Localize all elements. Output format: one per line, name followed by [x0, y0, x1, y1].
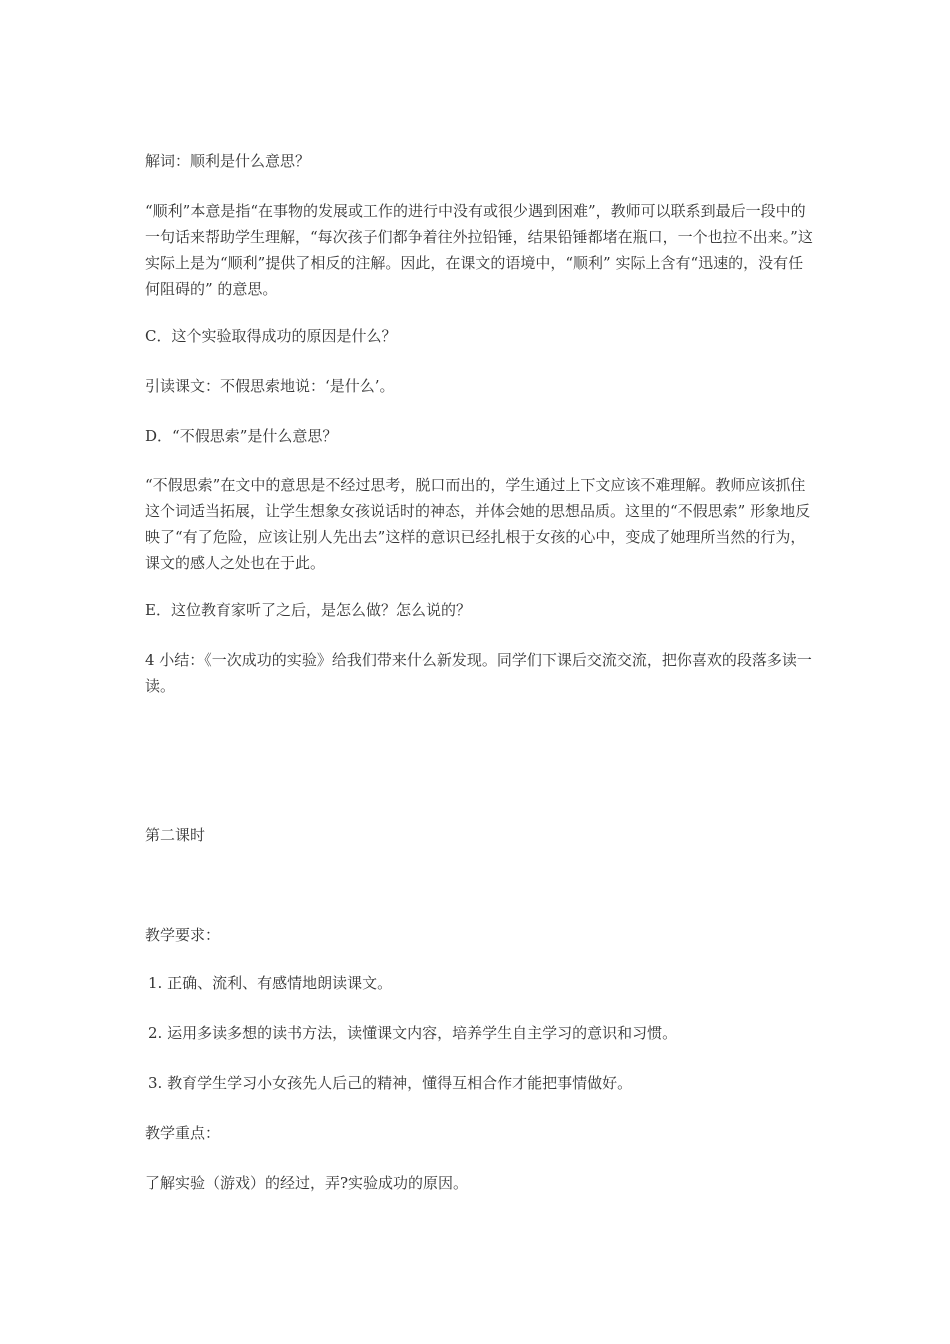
paragraph-vocab-question: 解词：顺利是什么意思？: [145, 152, 311, 170]
heading-teaching-requirements: 教学要求：: [145, 926, 221, 944]
paragraph-vocab-explanation: “顺利”本意是指“在事物的发展或工作的进行中没有或很少遇到困难”，教师可以联系到最后一段中的一句话来帮助学生理解，“每次孩子们都争着往外拉铅锤，结果铅锤都堵在瓶口，一个也拉不出来。”这实际上是为“顺利”提供了相反的注解。因此，在课文的语境中，“顺利” 实际上含有“迅速的，没有任何阻碍的” 的意思。: [145, 202, 813, 298]
paragraph-question-e: E．这位教育家听了之后，是怎么做？怎么说的？: [145, 601, 471, 619]
paragraph-question-c: C．这个实验取得成功的原因是什么？: [145, 327, 397, 345]
heading-teaching-focus: 教学重点：: [145, 1124, 221, 1142]
paragraph-question-d: D．“不假思索”是什么意思？: [145, 427, 338, 445]
section-heading-second-lesson: 第二课时: [145, 826, 206, 844]
paragraph-guided-reading: 引读课文：不假思索地说：‘是什么’。: [145, 377, 395, 395]
requirement-item-2: 2. 运用多读多想的读书方法，读懂课文内容，培养学生自主学习的意识和习惯。: [148, 1024, 678, 1042]
paragraph-term-explanation: “不假思索”在文中的意思是不经过思考，脱口而出的，学生通过上下文应该不难理解。教师应该抓住这个词适当拓展，让学生想象女孩说话时的神态，并体会她的思想品质。这里的“不假思索” 形象地反映了“有了危险，应该让别人先出去”这样的意识已经扎根于女孩的心中，变成了她理所当然的行为，课文的感人之处也在于此。: [145, 476, 811, 572]
paragraph-teaching-focus: 了解实验（游戏）的经过，弄?实验成功的原因。: [145, 1174, 469, 1192]
requirement-item-3: 3. 教育学生学习小女孩先人后己的精神，懂得互相合作才能把事情做好。: [148, 1074, 633, 1092]
requirement-item-1: 1. 正确、流利、有感情地朗读课文。: [148, 974, 393, 992]
paragraph-summary: 4 小结：《一次成功的实验》给我们带来什么新发现。同学们下课后交流交流，把你喜欢的段落多读一读。: [145, 651, 812, 695]
